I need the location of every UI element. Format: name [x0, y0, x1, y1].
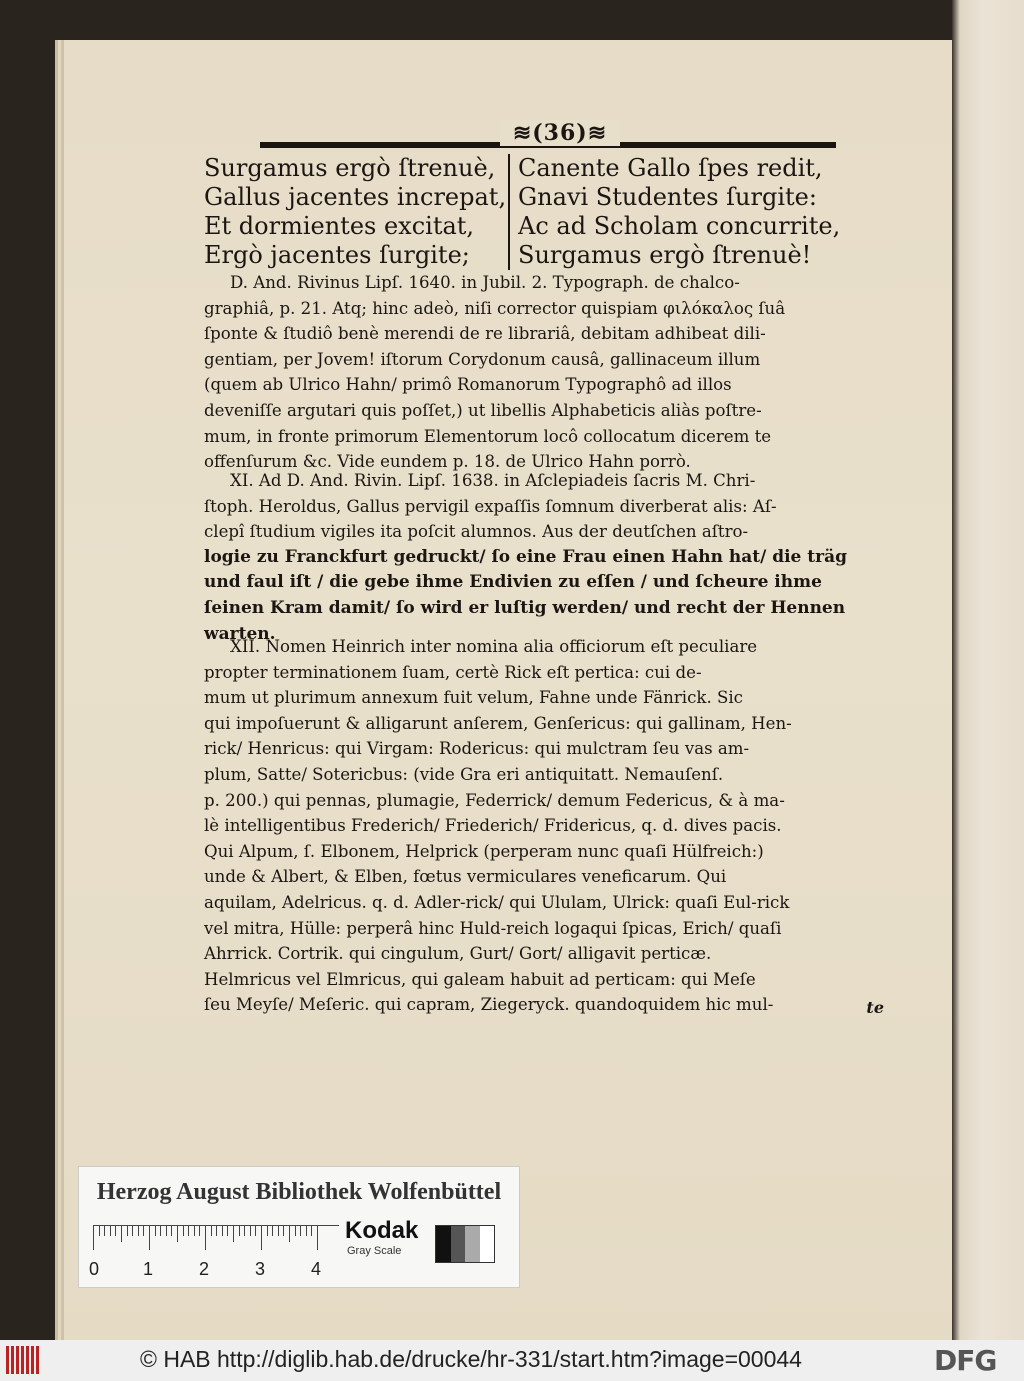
- ruler-tick: [250, 1226, 251, 1236]
- paragraph-rivinus: [204, 270, 888, 475]
- verse-line: Et dormientes excitat,: [204, 212, 475, 240]
- text-line: XII. Nomen Heinrich inter nomina alia officiorum eſt peculiare: [230, 637, 758, 656]
- ruler-tick: [227, 1226, 228, 1236]
- text-line: XI. Ad D. And. Rivin. Lipſ. 1638. in Aſclepiadeis ſacris M. Chri-: [230, 471, 756, 490]
- ruler-tick: [177, 1226, 178, 1242]
- ruler-tick: [244, 1226, 245, 1236]
- ruler-tick: [222, 1226, 223, 1236]
- verse-line: Gnavi Studentes ſurgite:: [518, 183, 817, 211]
- ruler-numbers: [89, 1259, 349, 1281]
- ruler-tick: [233, 1226, 234, 1242]
- text-line: qui impoſuerunt & alligarunt anſerem, Genſericus: qui gallinam, Hen-: [204, 713, 792, 733]
- ruler-tick: [155, 1226, 156, 1236]
- ruler-tick: [115, 1226, 116, 1236]
- ruler-number: 3: [255, 1259, 266, 1279]
- ruler-tick: [216, 1226, 217, 1236]
- footer-bar: [0, 1340, 1024, 1381]
- gray-patches: [435, 1225, 495, 1263]
- ruler-number: 1: [143, 1259, 154, 1279]
- ruler-tick: [317, 1226, 318, 1250]
- ruler-tick: [211, 1226, 212, 1236]
- text-line: Qui Alpum, ſ. Elbonem, Helprick (perperam nunc quaſi Hülfreich:): [204, 841, 764, 861]
- ruler-tick: [166, 1226, 167, 1236]
- kodak-logo: Kodak: [345, 1217, 419, 1244]
- ruler-tick: [255, 1226, 256, 1236]
- ruler-tick: [278, 1226, 279, 1236]
- text-line: unde & Albert, & Elben, fœtus vermiculares veneficarum. Qui: [204, 867, 727, 887]
- ruler-tick: [127, 1226, 128, 1236]
- ruler-tick: [104, 1226, 105, 1236]
- gray-patch: [480, 1226, 495, 1262]
- text-line: graphiâ, p. 21. Atq; hinc adeò, niſi corrector quispiam φιλόκαλος ſuâ: [204, 298, 786, 318]
- ruler-tick: [99, 1226, 100, 1236]
- verse-line: Gallus jacentes increpat,: [204, 183, 507, 211]
- ruler-tick: [295, 1226, 296, 1236]
- ruler-number: 0: [89, 1259, 100, 1279]
- ruler-tick: [283, 1226, 284, 1236]
- ruler-tick: [205, 1226, 206, 1250]
- ruler-number: 2: [199, 1259, 210, 1279]
- ruler-tick: [300, 1226, 301, 1236]
- verse-right-column: [508, 154, 898, 270]
- ruler-tick: [171, 1226, 172, 1236]
- verse-line: Ac ad Scholam concurrite,: [518, 212, 841, 240]
- ruler-tick: [149, 1226, 150, 1250]
- ruler-tick: [289, 1226, 290, 1242]
- text-line: lè intelligentibus Frederich/ Friederich/ Fridericus, q. d. dives pacis.: [204, 816, 782, 836]
- gray-scale-label: Gray Scale: [347, 1245, 402, 1257]
- verse-line: Ergò jacentes ſurgite;: [204, 241, 470, 269]
- calibration-card: [78, 1166, 520, 1288]
- ruler-tick: [311, 1226, 312, 1236]
- text-line: D. And. Rivinus Lipſ. 1640. in Jubil. 2. Typograph. de chalco-: [230, 273, 740, 292]
- ruler-tick: [160, 1226, 161, 1236]
- text-line: rick/ Henricus: qui Virgam: Rodericus: qui mulctram ſeu vas am-: [204, 739, 750, 759]
- ruler-tick: [143, 1226, 144, 1236]
- ruler-tick: [138, 1226, 139, 1236]
- text-line: (quem ab Ulrico Hahn/ primô Romanorum Typographô ad illos: [204, 375, 732, 395]
- ruler-tick: [199, 1226, 200, 1236]
- ruler-tick: [239, 1226, 240, 1236]
- dfg-logo: DFG: [934, 1344, 997, 1377]
- verse-line: Surgamus ergò ſtrenuè,: [204, 154, 496, 182]
- text-line: p. 200.) qui pennas, plumagie, Federrick/ demum Federicus, & à ma-: [204, 790, 785, 810]
- paragraph-xii: [204, 634, 888, 1018]
- text-line: clepî ſtudium vigiles ita poſcit alumnos. Aus der deutſchen aſtro-: [204, 522, 749, 542]
- text-line: gentiam, per Jovem! iſtorum Corydonum causâ, gallinaceum illum: [204, 349, 761, 369]
- text-line: Ahrrick. Cortrik. qui cingulum, Gurt/ Gort/ alligavit perticæ.: [204, 944, 712, 964]
- text-line: vel mitra, Hülle: perperâ hinc Huld-reich logaqui ſpicas, Erich/ quaſi: [204, 918, 782, 938]
- text-line: Helmricus vel Elmricus, qui galeam habuit ad perticam: qui Meſe: [204, 969, 756, 989]
- ruler-tick: [261, 1226, 262, 1250]
- text-line: propter terminationem ſuam, certè Rick eſt pertica: cui de-: [204, 662, 702, 682]
- paragraph-xi: [204, 468, 888, 647]
- ruler-tick: [267, 1226, 268, 1236]
- hab-logo-icon: [6, 1346, 40, 1374]
- gray-patch: [465, 1226, 480, 1262]
- ruler-tick: [194, 1226, 195, 1236]
- text-line: deveniſſe argutari quis poſſet,) ut libellis Alphabeticis aliàs poſtre-: [204, 400, 762, 420]
- page-number: ≋(36)≋: [500, 120, 620, 146]
- text-line: mum, in fronte primorum Elementorum locô collocatum dicerem te: [204, 426, 772, 446]
- catchword: te: [866, 998, 884, 1017]
- ruler-tick: [121, 1226, 122, 1242]
- verse-left-column: [204, 154, 507, 270]
- text-line: plum, Satte/ Sotericbus: (vide Gra eri antiquitatt. Nemauſenſ.: [204, 764, 724, 784]
- ruler-tick: [110, 1226, 111, 1236]
- verse-line: Surgamus ergò ſtrenuè!: [518, 241, 812, 269]
- scale-ruler: [93, 1225, 339, 1250]
- text-line: mum ut plurimum annexum fuit velum, Fahne unde Fänrick. Sic: [204, 688, 743, 708]
- page-header: [260, 120, 836, 152]
- text-line: ſtoph. Heroldus, Gallus pervigil expaſſis ſomnum diverberat alis: Aſ-: [204, 496, 777, 516]
- ruler-tick: [188, 1226, 189, 1236]
- facing-page-edge: [952, 0, 1024, 1340]
- text-line: und faul iſt / die gebe ihme Endivien zu eſſen / und ſcheure ihme: [204, 572, 822, 593]
- library-name: Herzog August Bibliothek Wolfenbüttel: [96, 1179, 502, 1205]
- text-line: ſeu Meyſe/ Meſeric. qui capram, Ziegeryck. quandoquidem hic mul-: [204, 995, 774, 1015]
- ruler-tick: [93, 1226, 94, 1250]
- text-line: logie zu Franckfurt gedruckt/ ſo eine Frau einen Hahn hat/ die träg: [204, 546, 848, 567]
- gray-patch: [436, 1226, 451, 1262]
- text-line: aquilam, Adelricus. q. d. Adler-rick/ qui Ululam, Ulrick: quaſi Eul-rick: [204, 892, 790, 912]
- ruler-tick: [183, 1226, 184, 1236]
- verse-line: Canente Gallo ſpes redit,: [518, 154, 823, 182]
- gray-patch: [451, 1226, 466, 1262]
- copyright-link[interactable]: © HAB http://diglib.hab.de/drucke/hr-331/start.htm?image=00044: [140, 1346, 802, 1372]
- ruler-number: 4: [311, 1259, 322, 1279]
- ruler-tick: [132, 1226, 133, 1236]
- text-line: offenſurum &c. Vide eundem p. 18. de Ulrico Hahn porrò.: [204, 452, 691, 472]
- ruler-tick: [306, 1226, 307, 1236]
- text-line: warten.: [204, 623, 276, 644]
- ruler-tick: [272, 1226, 273, 1236]
- text-line: ſponte & ſtudiô benè merendi de re librariâ, debitam adhibeat dili-: [204, 324, 766, 344]
- text-line: ſeinen Kram damit/ ſo wird er luſtig werden/ und recht der Hennen: [204, 597, 846, 618]
